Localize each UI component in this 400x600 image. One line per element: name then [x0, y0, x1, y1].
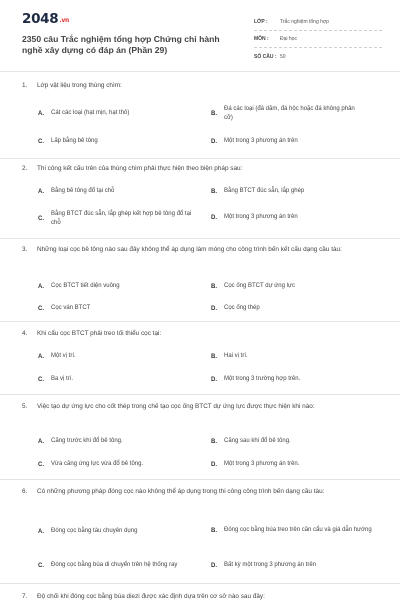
option-1-c[interactable] [38, 136, 203, 148]
option-letter: A. [38, 189, 44, 195]
header-divider [0, 71, 400, 72]
option-6-b[interactable] [211, 521, 376, 541]
meta-label: SỐ CÂU : [254, 53, 277, 60]
option-text: Lấp bằng bê tông [51, 138, 98, 145]
option-5-d[interactable] [211, 459, 376, 471]
option-text: Ba vị trí. [51, 376, 74, 383]
question-divider [0, 321, 400, 322]
document-title: 2350 câu Trắc nghiệm tổng hợp Chứng chỉ hành nghề xây dựng có đáp án (Phần 29) [22, 34, 220, 55]
logo-text: 2048 [22, 11, 59, 27]
option-text: Bằng BTCT đúc sẵn, lắp ghép [224, 188, 305, 195]
option-2-d[interactable] [211, 212, 376, 224]
option-text: Bằng BTCT đúc sẵn, lắp ghép kết hợp bê tông đổ tại chỗ [51, 210, 192, 226]
option-letter: C. [38, 377, 44, 383]
option-text: Đóng cọc bằng tàu chuyên dụng [51, 528, 138, 535]
option-5-a[interactable] [38, 436, 203, 448]
question-divider [0, 158, 400, 159]
option-3-b[interactable] [211, 281, 376, 293]
option-letter: A. [38, 111, 44, 117]
question-divider [0, 479, 400, 480]
question-body: Việc tạo dự ứng lực cho cốt thép trong chế tạo cọc ống BTCT dự ứng lực được thực hiện khi nào: [37, 403, 315, 410]
question-number: 5. [22, 403, 28, 410]
option-letter: C. [38, 216, 44, 222]
option-letter: C. [38, 306, 44, 312]
option-4-b[interactable] [211, 351, 376, 363]
option-text: Một trong 3 phương án trên [224, 214, 298, 221]
option-text: Căng trước khi đổ bê tông. [51, 438, 123, 445]
option-1-a[interactable] [38, 104, 203, 124]
option-text: Một trong 3 phương án trên. [224, 461, 300, 468]
question-body: Có những phương pháp đóng cọc nào không thể áp dụng trong thi công công trình bến dạng cầu tàu: [37, 488, 325, 495]
option-text: Đóng cọc bằng búa di chuyển trên hệ thống ray [51, 562, 178, 569]
document-header [0, 0, 400, 72]
option-letter: C. [38, 563, 44, 569]
option-letter: B. [211, 528, 217, 534]
question-number: 7. [22, 593, 28, 600]
option-1-b[interactable] [211, 104, 376, 124]
question-6-text [22, 487, 372, 497]
option-text: Đá các loại (đá dăm, đá hộc hoặc đá không phân cỡ) [224, 105, 355, 121]
question-divider [0, 238, 400, 239]
option-6-c[interactable] [38, 556, 203, 576]
option-2-c[interactable] [38, 209, 203, 229]
question-body: Khi cẩu cọc BTCT phải treo tối thiểu cọc tại: [37, 330, 162, 337]
question-4-text [22, 329, 372, 339]
meta-label: LỚP : [254, 19, 268, 25]
meta-row-subject [254, 31, 382, 48]
option-text: Một vị trí. [51, 353, 76, 360]
option-letter: D. [211, 306, 217, 312]
question-2-text [22, 164, 372, 174]
option-6-a[interactable] [38, 526, 203, 538]
meta-row-count [254, 48, 382, 65]
option-4-c[interactable] [38, 374, 203, 386]
meta-row-class [254, 14, 382, 31]
option-letter: A. [38, 529, 44, 535]
question-body: Những loại cọc bê tông nào sau đây không thể áp dụng làm móng cho công trình bến kết cấu dạng cầu tàu: [37, 246, 342, 253]
option-letter: C. [38, 462, 44, 468]
option-1-d[interactable] [211, 136, 376, 148]
option-letter: B. [211, 354, 217, 360]
option-text: Cọc ống BTCT dự ứng lực [224, 283, 295, 290]
option-text: Cọc ống thép [224, 305, 260, 312]
question-7-text [22, 592, 372, 600]
option-text: Một trong 3 phương án trên [224, 138, 298, 145]
option-text: Một trong 3 trường hợp trên. [224, 376, 301, 383]
option-4-a[interactable] [38, 351, 203, 363]
question-body: Độ chối khi đóng cọc bằng búa diezi được xác định dựa trên cơ sở nào sau đây: [37, 593, 265, 600]
question-divider [0, 583, 400, 584]
question-number: 6. [22, 488, 28, 495]
option-letter: A. [38, 439, 44, 445]
option-letter: B. [211, 439, 217, 445]
question-1-text [22, 81, 372, 91]
option-text: Cát các loại (hạt mịn, hạt thô) [51, 110, 130, 117]
option-letter: C. [38, 139, 44, 145]
meta-label: MÔN : [254, 36, 269, 42]
option-text: Vừa căng ứng lực vừa đổ bê tông. [51, 461, 144, 468]
question-number: 3. [22, 246, 28, 253]
option-2-a[interactable] [38, 186, 203, 198]
option-letter: A. [38, 354, 44, 360]
option-letter: D. [211, 377, 217, 383]
option-text: Bằng bê tông đổ tại chỗ [51, 188, 115, 195]
option-5-b[interactable] [211, 436, 376, 448]
option-4-d[interactable] [211, 374, 376, 386]
option-letter: D. [211, 563, 217, 569]
logo-suffix: .vn [59, 17, 69, 24]
option-letter: B. [211, 284, 217, 290]
meta-value: Đại học [280, 36, 297, 42]
option-text: Căng sau khi đổ bê tông. [224, 438, 291, 445]
option-text: Đóng cọc bằng búa treo trên cần cẩu và giá dẫn hướng [224, 527, 372, 534]
meta-panel [254, 14, 382, 65]
option-3-a[interactable] [38, 281, 203, 293]
option-text: Cọc BTCT tiết diện vuông [51, 283, 120, 290]
option-text: Bất kỳ một trong 3 phương án trên [224, 562, 317, 569]
question-number: 4. [22, 330, 28, 337]
option-letter: D. [211, 462, 217, 468]
option-3-d[interactable] [211, 303, 376, 315]
option-letter: D. [211, 139, 217, 145]
question-divider [0, 394, 400, 395]
question-5-text [22, 402, 372, 412]
option-letter: B. [211, 111, 217, 117]
question-number: 1. [22, 82, 28, 89]
option-3-c[interactable] [38, 303, 203, 315]
option-5-c[interactable] [38, 459, 203, 471]
option-text: Cọc ván BTCT [51, 305, 91, 312]
option-letter: B. [211, 189, 217, 195]
option-letter: A. [38, 284, 44, 290]
meta-value: 50 [280, 53, 286, 60]
option-letter: D. [211, 215, 217, 221]
question-3-text [22, 245, 372, 255]
meta-value: Trắc nghiệm tổng hợp [280, 19, 329, 25]
question-body: Lớp vật liệu trong thùng chìm: [37, 82, 122, 89]
site-logo[interactable] [22, 11, 69, 27]
question-number: 2. [22, 165, 28, 172]
option-text: Hai vị trí. [224, 353, 248, 360]
question-body: Thi công kết cấu trên của thùng chìm phải thực hiện theo biện pháp sau: [37, 165, 243, 172]
option-2-b[interactable] [211, 186, 376, 198]
option-6-d[interactable] [211, 560, 376, 572]
